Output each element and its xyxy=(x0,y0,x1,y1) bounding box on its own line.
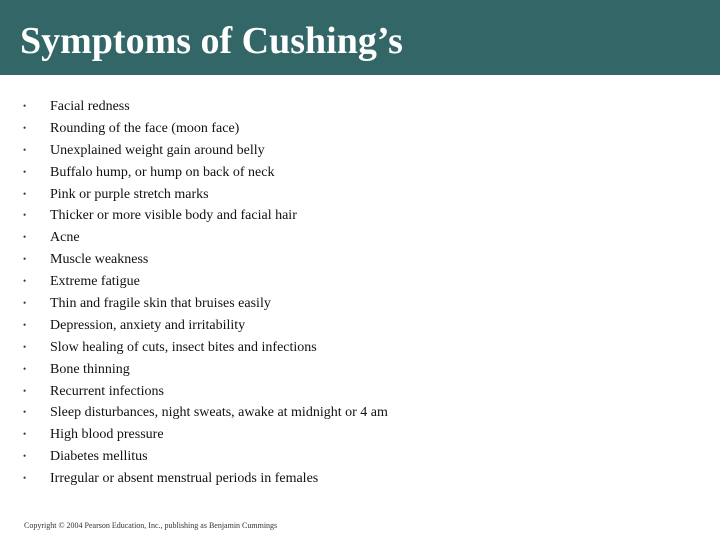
list-item-text: High blood pressure xyxy=(50,427,164,443)
list-item-text: Unexplained weight gain around belly xyxy=(50,142,265,158)
list-item-text: Muscle weakness xyxy=(50,252,149,268)
list-item-text: Thicker or more visible body and facial hair xyxy=(50,208,297,224)
bullet-icon: • xyxy=(23,385,27,396)
bullet-icon: • xyxy=(23,298,27,309)
bullet-icon: • xyxy=(23,166,27,177)
bullet-icon: • xyxy=(23,429,27,440)
list-item-text: Recurrent infections xyxy=(50,383,164,399)
list-item-text: Sleep disturbances, night sweats, awake at midnight or 4 am xyxy=(50,405,388,421)
copyright-footer: Copyright © 2004 Pearson Education, Inc., publishing as Benjamin Cummings xyxy=(24,521,278,530)
bullet-icon: • xyxy=(23,144,27,155)
list-item-text: Diabetes mellitus xyxy=(50,449,148,465)
bullet-icon: • xyxy=(23,473,27,484)
list-item-text: Extreme fatigue xyxy=(50,274,140,290)
list-item-text: Irregular or absent menstrual periods in females xyxy=(50,471,319,487)
bullet-icon: • xyxy=(23,451,27,462)
bullet-icon: • xyxy=(23,276,27,287)
list-item-text: Slow healing of cuts, insect bites and infections xyxy=(50,339,317,355)
bullet-icon: • xyxy=(23,232,27,243)
list-item-text: Bone thinning xyxy=(50,361,130,377)
list-item-text: Buffalo hump, or hump on back of neck xyxy=(50,164,275,180)
list-item-text: Acne xyxy=(50,230,80,246)
list-item-text: Pink or purple stretch marks xyxy=(50,186,209,202)
bullet-icon: • xyxy=(23,254,27,265)
bullet-icon: • xyxy=(23,210,27,221)
bullet-icon: • xyxy=(23,407,27,418)
title-bar xyxy=(0,0,720,75)
bullet-icon: • xyxy=(23,363,27,374)
list-item-text: Thin and fragile skin that bruises easily xyxy=(50,296,271,312)
bullet-icon: • xyxy=(23,319,27,330)
list-item-text: Rounding of the face (moon face) xyxy=(50,120,240,136)
slide-title: Symptoms of Cushing’s xyxy=(20,20,403,62)
bullet-icon: • xyxy=(23,341,27,352)
bullet-icon: • xyxy=(23,122,27,133)
bullet-icon: • xyxy=(23,188,27,199)
bullet-icon: • xyxy=(23,101,27,111)
list-item-text: Facial redness xyxy=(50,99,130,114)
list-item-text: Depression, anxiety and irritability xyxy=(50,317,246,333)
